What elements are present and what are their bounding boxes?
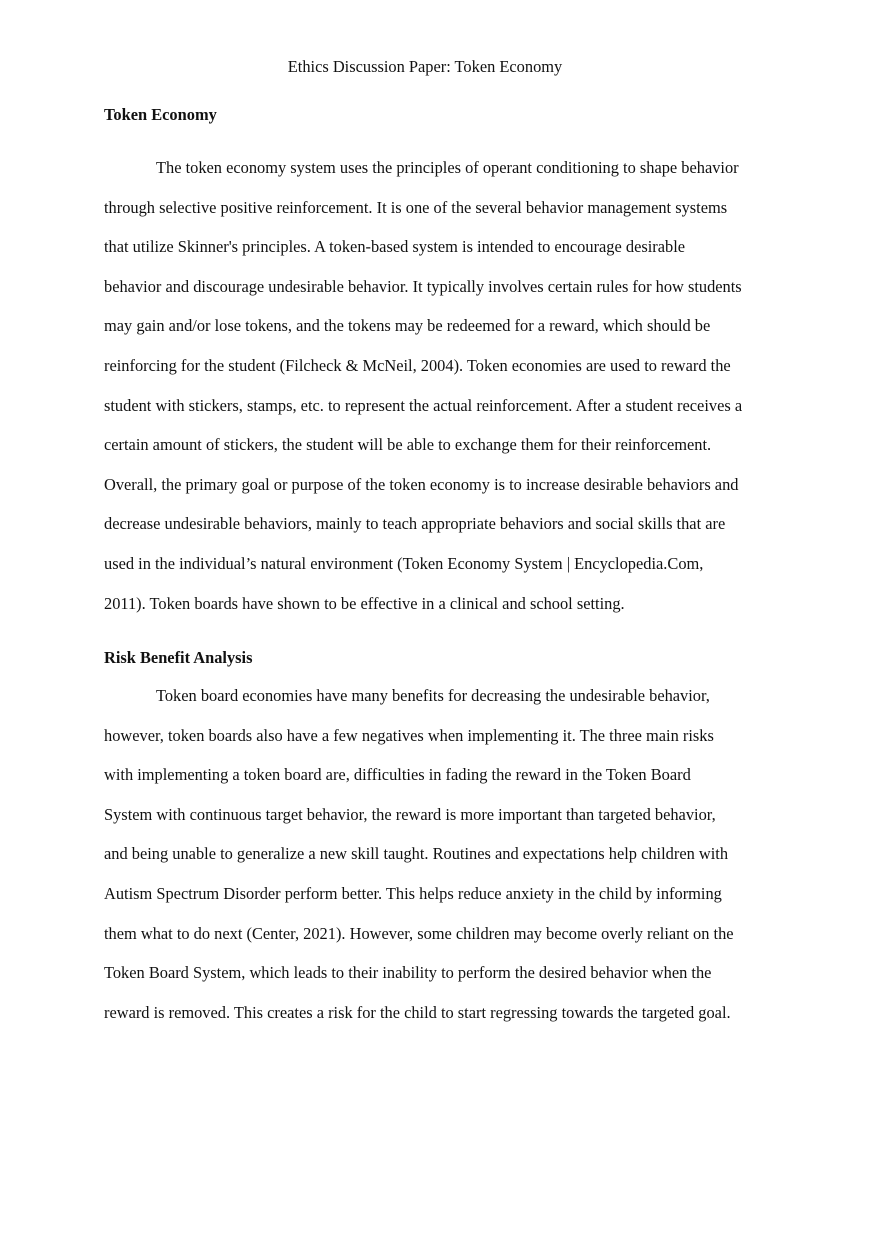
section-heading-token-economy: Token Economy [104, 105, 217, 124]
paragraph-line: Token board economies have many benefits for decreasing the undesirable behavior, [156, 686, 710, 705]
section-heading-risk-benefit-analysis: Risk Benefit Analysis [104, 648, 253, 667]
paragraph-line: however, token boards also have a few negatives when implementing it. The three main risks [104, 725, 714, 745]
paragraph-line: decrease undesirable behaviors, mainly to teach appropriate behaviors and social skills that are [104, 514, 726, 534]
paragraph-line: certain amount of stickers, the student will be able to exchange them for their reinforcement. [104, 435, 712, 455]
paragraph-line: Token Board System, which leads to their inability to perform the desired behavior when the [104, 963, 712, 983]
paragraph-token-economy [104, 148, 780, 623]
paragraph-line: student with stickers, stamps, etc. to represent the actual reinforcement. After a student receives a [104, 395, 743, 415]
paragraph-line: reward is removed. This creates a risk for the child to start regressing towards the targeted goal. [104, 1002, 731, 1022]
paragraph-line: 2011). Token boards have shown to be effective in a clinical and school setting. [104, 593, 625, 613]
paragraph-line: them what to do next (Center, 2021). However, some children may become overly reliant on the [104, 923, 734, 943]
paragraph-line: behavior and discourage undesirable behavior. It typically involves certain rules for how students [104, 276, 742, 296]
running-head: Ethics Discussion Paper: Token Economy [287, 57, 563, 76]
paragraph-line: Overall, the primary goal or purpose of the token economy is to increase desirable behaviors and [104, 474, 739, 494]
paragraph-line: through selective positive reinforcement. It is one of the several behavior management systems [104, 197, 728, 217]
paragraph-line: reinforcing for the student (Filcheck & McNeil, 2004). Token economies are used to reward the [104, 355, 731, 375]
paragraph-line: that utilize Skinner's principles. A token-based system is intended to encourage desirable [104, 237, 686, 257]
paragraph-line: and being unable to generalize a new skill taught. Routines and expectations help children with [104, 844, 729, 864]
paragraph-risk-benefit-analysis [104, 676, 780, 1032]
paragraph-line: Autism Spectrum Disorder perform better. This helps reduce anxiety in the child by informing [104, 883, 722, 903]
paragraph-line: used in the individual’s natural environment (Token Economy System | Encyclopedia.Com, [104, 553, 704, 573]
paragraph-line: System with continuous target behavior, the reward is more important than targeted behavior, [104, 804, 716, 824]
paragraph-line: with implementing a token board are, difficulties in fading the reward in the Token Board [104, 765, 691, 785]
paragraph-line: may gain and/or lose tokens, and the tokens may be redeemed for a reward, which should be [104, 316, 711, 336]
paragraph-line: The token economy system uses the principles of operant conditioning to shape behavior [156, 158, 739, 177]
